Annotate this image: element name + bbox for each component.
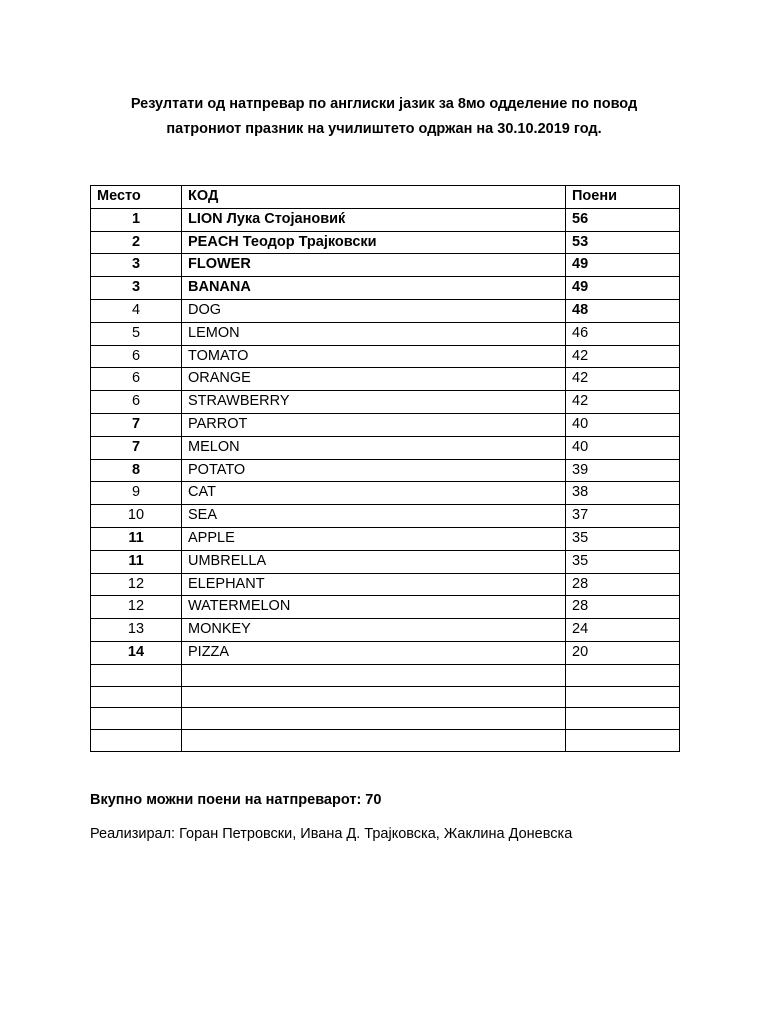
- table-row: [91, 299, 680, 322]
- points-cell: 53: [566, 231, 680, 254]
- table-header-row: [91, 186, 680, 209]
- place-cell: 9: [91, 482, 182, 505]
- table-row: [91, 730, 680, 752]
- place-cell: [91, 708, 182, 730]
- table-row: [91, 527, 680, 550]
- code-cell: APPLE: [182, 527, 566, 550]
- code-cell: DOG: [182, 299, 566, 322]
- code-cell: [182, 664, 566, 686]
- code-cell: ELEPHANT: [182, 573, 566, 596]
- code-cell: BANANA: [182, 277, 566, 300]
- points-cell: [566, 686, 680, 708]
- code-cell: TOMATO: [182, 345, 566, 368]
- points-cell: 24: [566, 619, 680, 642]
- place-cell: 11: [91, 550, 182, 573]
- table-row: [91, 596, 680, 619]
- place-cell: 14: [91, 641, 182, 664]
- code-cell: WATERMELON: [182, 596, 566, 619]
- place-cell: 3: [91, 254, 182, 277]
- place-cell: 7: [91, 413, 182, 436]
- place-cell: [91, 664, 182, 686]
- points-cell: 40: [566, 436, 680, 459]
- points-cell: 35: [566, 527, 680, 550]
- points-cell: 35: [566, 550, 680, 573]
- table-row: [91, 686, 680, 708]
- code-cell: PARROT: [182, 413, 566, 436]
- points-cell: 40: [566, 413, 680, 436]
- place-cell: 13: [91, 619, 182, 642]
- table-row: [91, 391, 680, 414]
- place-cell: 1: [91, 208, 182, 231]
- table-row: [91, 231, 680, 254]
- points-cell: 20: [566, 641, 680, 664]
- points-cell: 42: [566, 368, 680, 391]
- table-row: [91, 345, 680, 368]
- table-row: [91, 573, 680, 596]
- place-cell: 11: [91, 527, 182, 550]
- table-row: [91, 277, 680, 300]
- code-cell: UMBRELLA: [182, 550, 566, 573]
- points-cell: 49: [566, 254, 680, 277]
- points-cell: 28: [566, 596, 680, 619]
- points-cell: 56: [566, 208, 680, 231]
- table-row: [91, 436, 680, 459]
- code-cell: [182, 730, 566, 752]
- code-cell: [182, 708, 566, 730]
- points-cell: 28: [566, 573, 680, 596]
- place-cell: 12: [91, 573, 182, 596]
- place-cell: 6: [91, 368, 182, 391]
- table-row: [91, 413, 680, 436]
- table-row: [91, 505, 680, 528]
- header-points: Поени: [566, 186, 680, 209]
- header-code: КОД: [182, 186, 566, 209]
- title-line-1: Резултати од натпревар по англиски јазик за 8мо одделение по повод: [130, 96, 638, 112]
- place-cell: 6: [91, 391, 182, 414]
- table-row: [91, 254, 680, 277]
- results-table: [90, 185, 680, 752]
- place-cell: [91, 730, 182, 752]
- place-cell: [91, 686, 182, 708]
- place-cell: 4: [91, 299, 182, 322]
- table-row: [91, 459, 680, 482]
- table-row: [91, 482, 680, 505]
- points-cell: 37: [566, 505, 680, 528]
- code-cell: MONKEY: [182, 619, 566, 642]
- table-row: [91, 641, 680, 664]
- code-cell: LION Лука Стојановиќ: [182, 208, 566, 231]
- header-place: Место: [91, 186, 182, 209]
- place-cell: 2: [91, 231, 182, 254]
- points-cell: 48: [566, 299, 680, 322]
- authors: Реализирал: Горан Петровски, Ивана Д. Трајковска, Жаклина Доневска: [90, 826, 573, 842]
- code-cell: POTATO: [182, 459, 566, 482]
- points-cell: 39: [566, 459, 680, 482]
- table-row: [91, 368, 680, 391]
- code-cell: STRAWBERRY: [182, 391, 566, 414]
- place-cell: 6: [91, 345, 182, 368]
- results-body: [91, 208, 680, 751]
- points-cell: 42: [566, 345, 680, 368]
- code-cell: LEMON: [182, 322, 566, 345]
- table-row: [91, 208, 680, 231]
- total-points: Вкупно можни поени на натпреварот: 70: [90, 792, 382, 808]
- points-cell: [566, 708, 680, 730]
- code-cell: FLOWER: [182, 254, 566, 277]
- points-cell: [566, 664, 680, 686]
- document-title: [60, 92, 708, 142]
- table-row: [91, 708, 680, 730]
- place-cell: 7: [91, 436, 182, 459]
- table-row: [91, 550, 680, 573]
- code-cell: MELON: [182, 436, 566, 459]
- points-cell: 38: [566, 482, 680, 505]
- points-cell: 46: [566, 322, 680, 345]
- code-cell: CAT: [182, 482, 566, 505]
- code-cell: [182, 686, 566, 708]
- title-line-2: патрониот празник на училиштето одржан на 30.10.2019 год.: [166, 121, 602, 137]
- table-row: [91, 322, 680, 345]
- code-cell: ORANGE: [182, 368, 566, 391]
- points-cell: [566, 730, 680, 752]
- code-cell: PEACH Теодор Трајковски: [182, 231, 566, 254]
- points-cell: 42: [566, 391, 680, 414]
- place-cell: 5: [91, 322, 182, 345]
- place-cell: 10: [91, 505, 182, 528]
- place-cell: 3: [91, 277, 182, 300]
- table-row: [91, 619, 680, 642]
- code-cell: PIZZA: [182, 641, 566, 664]
- place-cell: 8: [91, 459, 182, 482]
- points-cell: 49: [566, 277, 680, 300]
- code-cell: SEA: [182, 505, 566, 528]
- place-cell: 12: [91, 596, 182, 619]
- table-row: [91, 664, 680, 686]
